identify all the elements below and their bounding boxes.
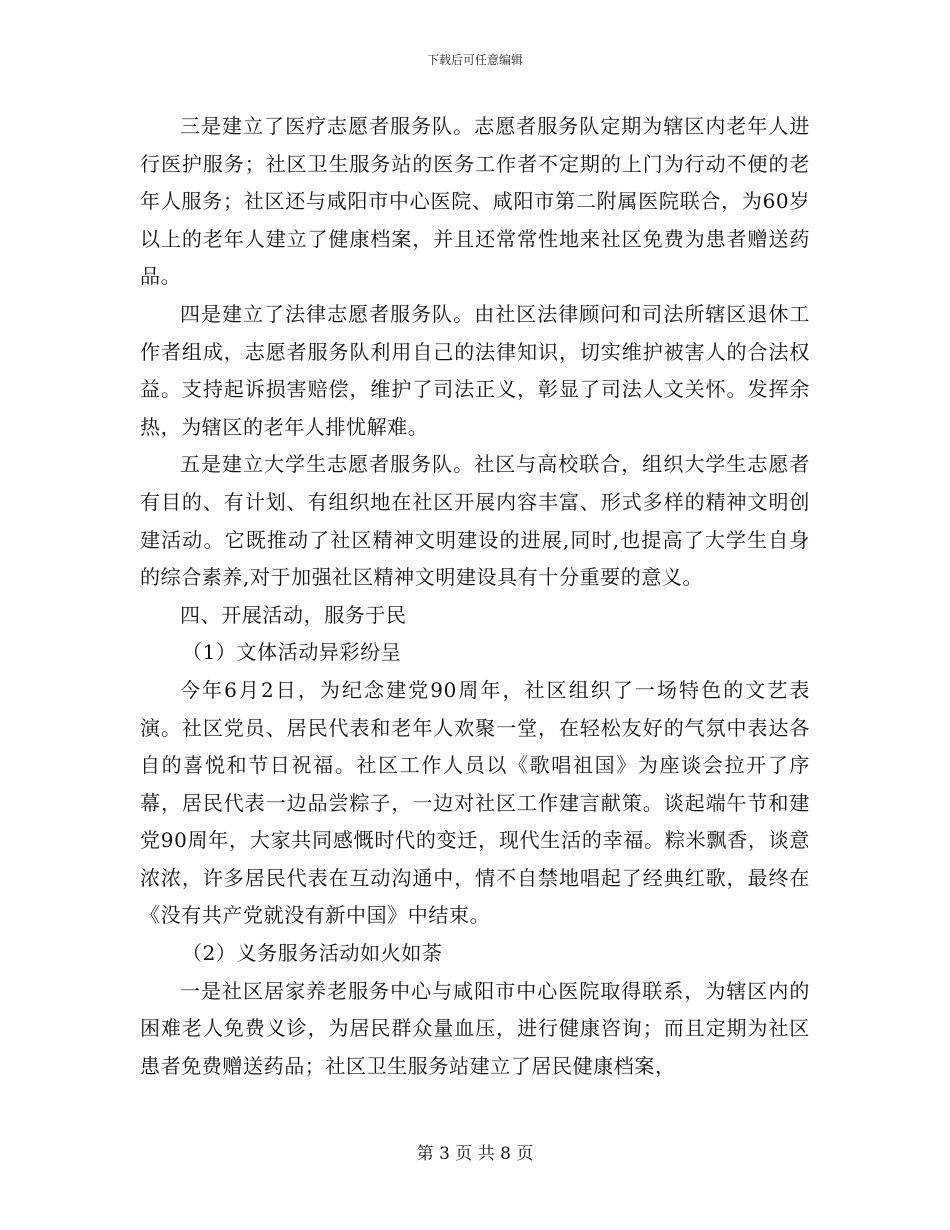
subheading-volunteer-services: （2）义务服务活动如火如荼 (182, 941, 443, 966)
document-body (140, 108, 810, 1085)
paragraph-student-volunteers: 五是建立大学生志愿者服务队。社区与高校联合，组织大学生志愿者有目的、有计划、有组织地在社区开展内容丰富、形式多样的精神文明创建活动。它既推动了社区精神文明建设的进展,同时,也提高了大学生自身的综合素养,对于加强社区精神文明建设具有十分重要的意义。 (140, 452, 810, 590)
paragraph-elderly-care-center: 一是社区居家养老服务中心与咸阳市中心医院取得联系，为辖区内的困难老人免费义诊，为居民群众量血压，进行健康咨询；而且定期为社区患者免费赠送药品；社区卫生服务站建立了居民健康档案， (140, 978, 810, 1078)
subheading-cultural-activities: （1）文体活动异彩纷呈 (182, 640, 402, 665)
paragraph-party-anniversary: 今年6月2日，为纪念建党90周年，社区组织了一场特色的文艺表演。社区党员、居民代表和老年人欢聚一堂，在轻松友好的气氛中表达各自的喜悦和节日祝福。社区工作人员以《歌唱祖国》为座谈会拉开了序幕，居民代表一边品尝粽子，一边对社区工作建言献策。谈起端午节和建党90周年，大家共同感慨时代的变迁，现代生活的幸福。粽米飘香，谈意浓浓，许多居民代表在互动沟通中，情不自禁地唱起了经典红歌，最终在《没有共产党就没有新中国》中结束。 (140, 677, 810, 928)
paragraph-medical-volunteers: 三是建立了医疗志愿者服务队。志愿者服务队定期为辖区内老年人进行医护服务；社区卫生服务站的医务工作者不定期的上门为行动不便的老年人服务；社区还与咸阳市中心医院、咸阳市第二附属医院联合，为60岁以上的老年人建立了健康档案，并且还常常性地来社区免费为患者赠送药品。 (140, 114, 810, 289)
page-number-footer: 第 3 页 共 8 页 (416, 1144, 534, 1164)
page-header-note: 下载后可任意编辑 (426, 53, 523, 67)
paragraph-legal-volunteers: 四是建立了法律志愿者服务队。由社区法律顾问和司法所辖区退休工作者组成，志愿者服务队利用自己的法律知识，切实维护被害人的合法权益。支持起诉损害赔偿，维护了司法正义，彰显了司法人文关怀。发挥余热，为辖区的老年人排忧解难。 (140, 301, 810, 439)
section-heading-activities: 四、开展活动，服务于民 (180, 602, 407, 627)
